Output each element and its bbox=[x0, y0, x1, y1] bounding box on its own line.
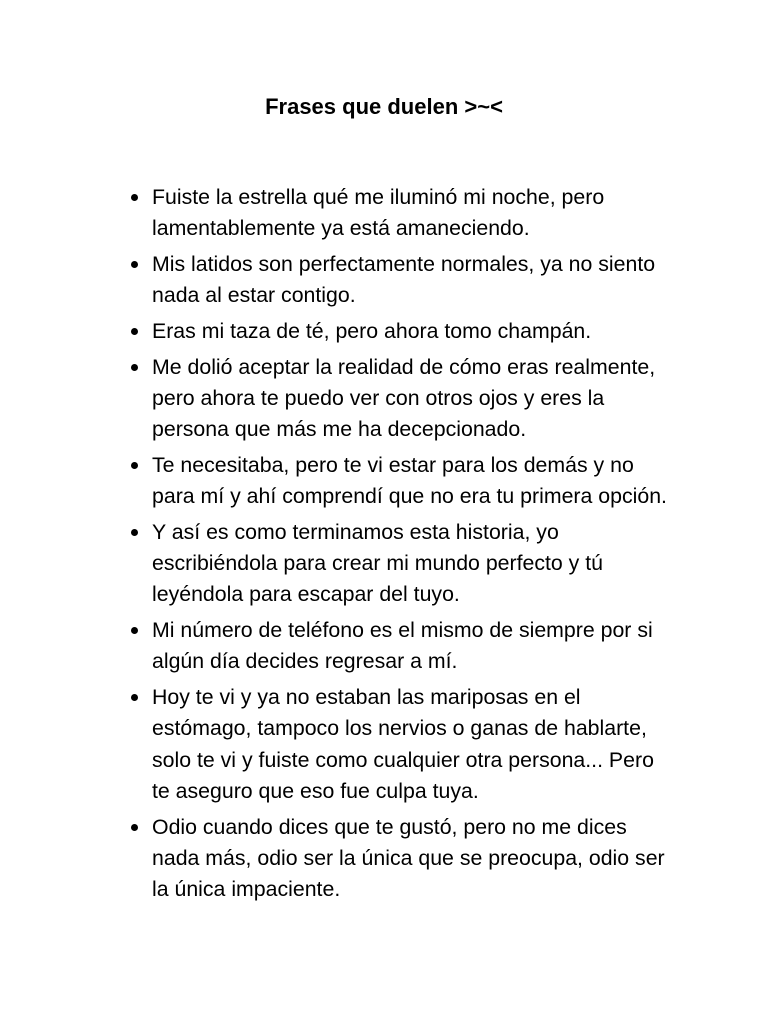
page-title: Frases que duelen >~< bbox=[265, 94, 503, 119]
bullet-icon bbox=[131, 364, 138, 371]
phrase-text: Me dolió aceptar la realidad de cómo eras realmente, pero ahora te puedo ver con otros ojos y eres la persona que más me ha decepcionado. bbox=[152, 354, 656, 442]
bullet-icon bbox=[131, 627, 138, 634]
bullet-icon bbox=[131, 529, 138, 536]
phrase-text: Hoy te vi y ya no estaban las mariposas en el estómago, tampoco los nervios o ganas de hablarte, solo te vi y fuiste como cualquier otra persona... Pero te aseguro que eso fue culpa tuya. bbox=[152, 685, 654, 803]
list-item bbox=[152, 615, 672, 677]
list-item bbox=[152, 182, 672, 244]
phrase-text: Te necesitaba, pero te vi estar para los demás y no para mí y ahí comprendí que no era tu primera opción. bbox=[152, 453, 667, 509]
list-item bbox=[152, 682, 672, 807]
phrase-text: Fuiste la estrella qué me iluminó mi noche, pero lamentablemente ya está amaneciendo. bbox=[152, 185, 605, 241]
bullet-icon bbox=[131, 261, 138, 268]
phrase-text: Mi número de teléfono es el mismo de siempre por si algún día decides regresar a mí. bbox=[152, 618, 653, 674]
list-item bbox=[152, 517, 672, 611]
bullet-icon bbox=[131, 462, 138, 469]
bullet-icon bbox=[131, 194, 138, 201]
phrase-text: Y así es como terminamos esta historia, yo escribiéndola para crear mi mundo perfecto y tú leyéndola para escapar del tuyo. bbox=[152, 520, 604, 607]
phrase-text: Mis latidos son perfectamente normales, ya no siento nada al estar contigo. bbox=[152, 252, 656, 308]
list-item bbox=[152, 249, 672, 311]
bullet-icon bbox=[131, 824, 138, 831]
list-item bbox=[152, 316, 672, 347]
list-item bbox=[152, 812, 672, 906]
bullet-icon bbox=[131, 694, 138, 701]
phrase-text: Eras mi taza de té, pero ahora tomo champán. bbox=[152, 319, 592, 343]
phrase-list bbox=[152, 182, 672, 910]
list-item bbox=[152, 352, 672, 446]
list-item bbox=[152, 450, 672, 512]
phrase-text: Odio cuando dices que te gustó, pero no me dices nada más, odio ser la única que se preocupa, odio ser la única impaciente. bbox=[152, 814, 665, 902]
bullet-icon bbox=[131, 328, 138, 335]
